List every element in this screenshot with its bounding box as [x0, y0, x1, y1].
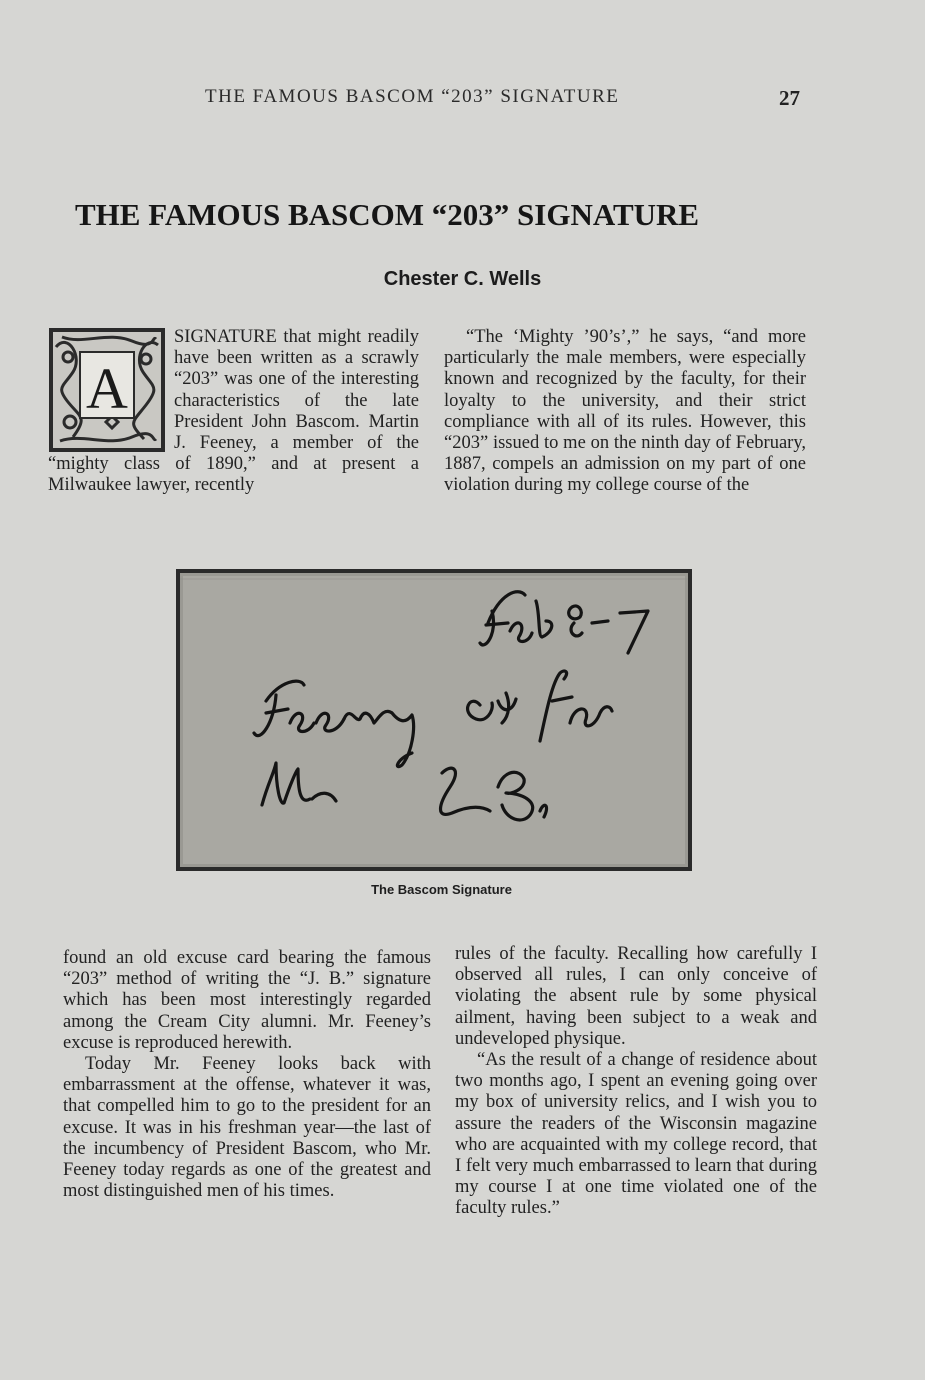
- author-byline: Chester C. Wells: [383, 268, 542, 290]
- figure-caption: The Bascom Signature: [371, 882, 512, 897]
- drop-cap-letter: A: [86, 356, 128, 421]
- paragraph: Today Mr. Feeney looks back with embarrassment at the offense, whatever it was, that compelled him to go to the president for an excuse. It was in his freshman year—the last of the incumbency of President Bascom, who Mr. Feeney today regards as one of the greatest and most distinguished men of his times.: [63, 1054, 431, 1202]
- handwritten-signature: [180, 573, 688, 867]
- paragraph: “The ‘Mighty ’90’s’,” he says, “and more particularly the male members, were especially known and recognized by the faculty, for their loyalty to the university, and their strict compliance with all of its rules. However, this “203” issued to me on the ninth day of February, 1887, compels an admission on my part of one violation during my college course of the: [444, 327, 806, 496]
- paragraph: SIGNATURE that might readily have been written as a scrawly “203” was one of the interesting characteristics of the late President John Bascom. Martin J. Feeney, a member of the “mighty class of 1890,” and at present a Milwaukee lawyer, recently: [48, 327, 419, 496]
- column-left-top: [48, 327, 419, 497]
- page-number: 27: [779, 86, 800, 110]
- signature-card-image: [176, 569, 692, 871]
- article-title: THE FAMOUS BASCOM “203” SIGNATURE: [75, 197, 700, 232]
- column-right-bottom: [455, 944, 817, 1220]
- column-right-top: [444, 327, 806, 497]
- column-left-bottom: [63, 948, 431, 1202]
- paragraph: found an old excuse card bearing the famous “203” method of writing the “J. B.” signature which has been most interestingly regarded among the Cream City alumni. Mr. Feeney’s excuse is reproduced herewith.: [63, 948, 431, 1053]
- ornamental-drop-cap: [48, 327, 166, 453]
- running-head: THE FAMOUS BASCOM “203” SIGNATURE: [205, 86, 620, 107]
- paragraph: “As the result of a change of residence about two months ago, I spent an evening going over my box of university relics, and I wish you to assure the readers of the Wisconsin magazine who are acquainted with my college record, that I felt very much embarrassed to learn that during my course I at one time violated one of the faculty rules.”: [455, 1050, 817, 1219]
- excuse-card: [180, 573, 688, 867]
- paragraph: rules of the faculty. Recalling how carefully I observed all rules, I can only conceive of violating the absent rule by some physical ailment, having been subject to a weak and undeveloped physique.: [455, 944, 817, 1049]
